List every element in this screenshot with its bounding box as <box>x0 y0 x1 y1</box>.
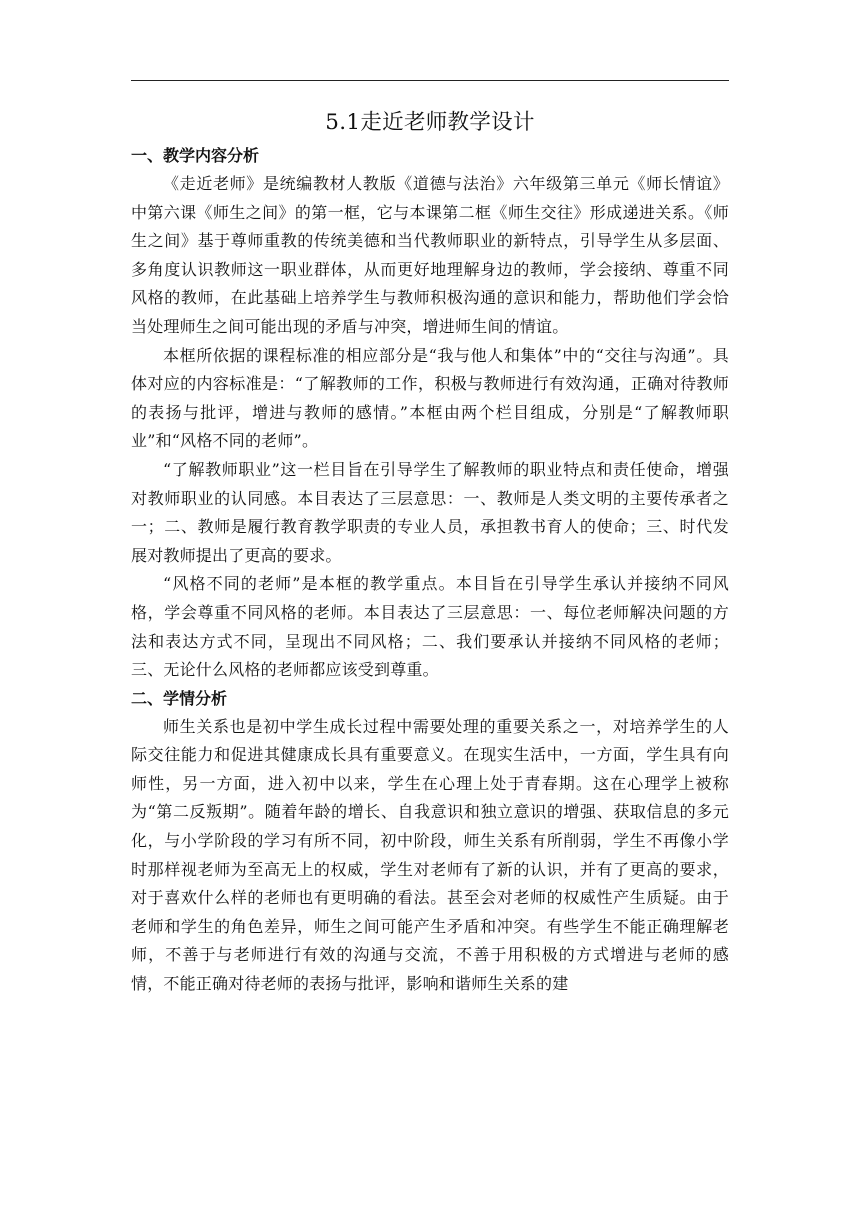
paragraph: “风格不同的老师”是本框的教学重点。本目旨在引导学生承认并接纳不同风格，学会尊重不同风格的老师。本目表达了三层意思：一、每位老师解决问题的方法和表达方式不同，呈现出不同风格；二、我们要承认并接纳不同风格的老师；三、无论什么风格的老师都应该受到尊重。 <box>131 574 729 680</box>
paragraph: “了解教师职业”这一栏目旨在引导学生了解教师的职业特点和责任使命，增强对教师职业的认同感。本目表达了三层意思：一、教师是人类文明的主要传承者之一；二、教师是履行教育教学职责的专业人员，承担教书育人的使命；三、时代发展对教师提出了更高的要求。 <box>131 459 729 565</box>
header-rule <box>131 80 729 81</box>
document-title: 5.1走近老师教学设计 <box>325 110 535 135</box>
section-content-analysis <box>131 142 729 685</box>
paragraph: 本框所依据的课程标准的相应部分是“我与他人和集体”中的“交往与沟通”。具体对应的内容标准是：“了解教师的工作，积极与教师进行有效沟通，正确对待教师的表扬与批评，增进与教师的感情。”本框由两个栏目组成，分别是“了解教师职业”和“风格不同的老师”。 <box>131 345 729 451</box>
section-student-analysis <box>131 685 729 999</box>
document-body <box>131 104 729 999</box>
section-heading: 二、学情分析 <box>131 688 228 708</box>
section-heading: 一、教学内容分析 <box>131 146 260 165</box>
paragraph: 《走近老师》是统编教材人教版《道德与法治》六年级第三单元《师长情谊》中第六课《师生之间》的第一框，它与本课第二框《师生交往》形成递进关系。《师生之间》基于尊师重教的传统美德和当代教师职业的新特点，引导学生从多层面、多角度认识教师这一职业群体，从而更好地理解身边的教师，学会接纳、尊重不同风格的教师，在此基础上培养学生与教师积极沟通的意识和能力，帮助他们学会恰当处理师生之间可能出现的矛盾与冲突，增进师生间的情谊。 <box>131 174 729 336</box>
paragraph: 师生关系也是初中学生成长过程中需要处理的重要关系之一，对培养学生的人际交往能力和促进其健康成长具有重要意义。在现实生活中，一方面，学生具有向师性，另一方面，进入初中以来，学生在心理上处于青春期。这在心理学上被称为“第二反叛期”。随着年龄的增长、自我意识和独立意识的增强、获取信息的多元化，与小学阶段的学习有所不同，初中阶段，师生关系有所削弱，学生不再像小学时那样视老师为至高无上的权威，学生对老师有了新的认识，并有了更高的要求，对于喜欢什么样的老师也有更明确的看法。甚至会对老师的权威性产生质疑。由于老师和学生的角色差异，师生之间可能产生矛盾和冲突。有些学生不能正确理解老师，不善于与老师进行有效的沟通与交流，不善于用积极的方式增进与老师的感情，不能正确对待老师的表扬与批评，影响和谐师生关系的建 <box>131 716 729 994</box>
